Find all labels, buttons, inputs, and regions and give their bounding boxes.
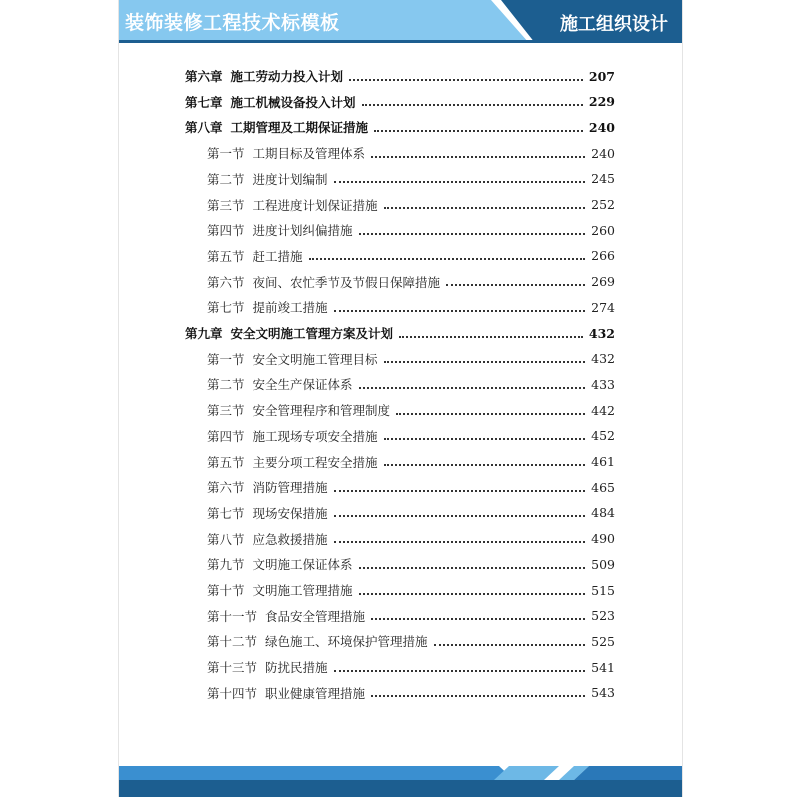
toc-section-row[interactable] <box>185 143 615 163</box>
toc-entry-number: 第十四节 <box>207 685 258 701</box>
toc-leader-dots <box>371 155 585 158</box>
toc-entry-number: 第九节 <box>207 557 245 573</box>
toc-entry-label <box>207 247 303 265</box>
toc-entry-title: 应急救援措施 <box>252 531 328 547</box>
toc-page-number: 240 <box>591 145 615 161</box>
toc-leader-dots <box>334 309 586 312</box>
toc-entry-label <box>207 401 390 419</box>
toc-section-row[interactable] <box>185 400 615 420</box>
toc-leader-dots <box>359 232 586 235</box>
toc-section-row[interactable] <box>185 169 615 189</box>
toc-chapter-row[interactable] <box>185 323 615 343</box>
toc-entry-title: 主要分项工程安全措施 <box>252 454 378 470</box>
toc-leader-dots <box>309 257 586 260</box>
toc-leader-dots <box>446 283 585 286</box>
toc-entry-label <box>185 118 368 136</box>
toc-leader-dots <box>434 643 586 646</box>
toc-entry-title: 赶工措施 <box>252 248 303 264</box>
toc-page-number: 274 <box>591 299 615 315</box>
toc-entry-number: 第五节 <box>207 454 245 470</box>
toc-section-row[interactable] <box>185 272 615 292</box>
toc-entry-number: 第十二节 <box>207 634 258 650</box>
toc-section-row[interactable] <box>185 631 615 651</box>
toc-section-row[interactable] <box>185 683 615 703</box>
toc-entry-number: 第六章 <box>185 69 223 84</box>
toc-section-row[interactable] <box>185 297 615 317</box>
toc-entry-title: 文明施工保证体系 <box>252 557 353 573</box>
toc-entry-title: 提前竣工措施 <box>252 300 328 316</box>
toc-page-number: 207 <box>588 68 615 84</box>
toc-entry-title: 绿色施工、环境保护管理措施 <box>265 634 428 650</box>
toc-entry-label <box>185 324 393 342</box>
header-title: 装饰装修工程技术标模板 <box>125 12 340 34</box>
toc-entry-number: 第十节 <box>207 583 245 598</box>
toc-page-number: 541 <box>591 659 615 675</box>
toc-entry-number: 第十三节 <box>207 660 258 676</box>
toc-entry-label <box>207 530 328 548</box>
toc-entry-number: 第八章 <box>185 120 223 136</box>
toc-entry-label <box>207 684 365 702</box>
toc-page-number: 523 <box>591 608 615 624</box>
toc-entry-label <box>207 478 328 496</box>
toc-section-row[interactable] <box>185 529 615 549</box>
footer-banner-shape <box>119 760 682 797</box>
toc-page-number: 433 <box>591 376 615 392</box>
toc-entry-number: 第一节 <box>207 146 245 162</box>
toc-page-number: 543 <box>591 685 615 701</box>
toc-entry-title: 消防管理措施 <box>252 480 328 496</box>
toc-entry-label <box>207 196 378 214</box>
toc-section-row[interactable] <box>185 246 615 266</box>
toc-entry-label <box>207 273 440 291</box>
toc-section-row[interactable] <box>185 503 615 523</box>
toc-entry-number: 第七章 <box>185 94 223 110</box>
toc-entry-label <box>207 170 328 188</box>
toc-entry-title: 进度计划纠偏措施 <box>252 223 353 239</box>
toc-page-number: 266 <box>591 248 615 264</box>
toc-entry-title: 职业健康管理措施 <box>265 685 366 701</box>
toc-entry-title: 进度计划编制 <box>252 171 328 187</box>
toc-leader-dots <box>371 694 585 697</box>
toc-entry-number: 第十一节 <box>207 608 258 624</box>
toc-leader-dots <box>384 206 586 209</box>
document-page <box>118 0 683 797</box>
toc-page-number: 484 <box>591 505 615 521</box>
toc-entry-title: 食品安全管理措施 <box>265 608 366 624</box>
toc-entry-label <box>207 298 328 316</box>
toc-entry-number: 第二节 <box>207 377 245 393</box>
toc-page-number: 245 <box>591 171 615 187</box>
toc-page-number: 442 <box>591 402 615 418</box>
toc-entry-number: 第二节 <box>207 171 245 187</box>
toc-entry-title: 安全文明施工管理方案及计划 <box>230 326 394 341</box>
toc-page-number: 432 <box>591 351 615 367</box>
toc-entry-label <box>185 67 343 85</box>
toc-chapter-row[interactable] <box>185 92 615 112</box>
toc-page-number: 465 <box>591 479 615 495</box>
toc-entry-label <box>207 375 353 393</box>
toc-leader-dots <box>334 489 586 492</box>
toc-leader-dots <box>384 463 586 466</box>
toc-page-number: 515 <box>591 582 615 598</box>
toc-leader-dots <box>359 386 586 389</box>
toc-entry-label <box>207 607 365 625</box>
toc-entry-number: 第四节 <box>207 223 245 239</box>
toc-entry-label <box>207 144 365 162</box>
toc-section-row[interactable] <box>185 195 615 215</box>
toc-leader-dots <box>362 103 583 106</box>
toc-section-row[interactable] <box>185 220 615 240</box>
toc-leader-dots <box>359 592 586 595</box>
toc-entry-title: 施工现场专项安全措施 <box>252 428 378 444</box>
toc-section-row[interactable] <box>185 452 615 472</box>
toc-entry-title: 安全生产保证体系 <box>252 377 353 393</box>
toc-entry-title: 施工劳动力投入计划 <box>230 69 344 84</box>
toc-leader-dots <box>334 540 586 543</box>
toc-page-number: 461 <box>591 454 615 469</box>
toc-section-row[interactable] <box>185 657 615 677</box>
toc-section-row[interactable] <box>185 554 615 574</box>
toc-page-number: 490 <box>591 531 615 547</box>
toc-entry-label <box>207 581 353 599</box>
toc-leader-dots <box>334 514 586 517</box>
toc-entry-label <box>207 427 378 445</box>
toc-section-row[interactable] <box>185 349 615 369</box>
toc-section-row[interactable] <box>185 477 615 497</box>
toc-leader-dots <box>399 335 583 338</box>
toc-entry-label <box>207 632 428 650</box>
toc-page-number: 509 <box>591 556 615 572</box>
header-section-tag: 施工组织设计 <box>560 14 668 35</box>
toc-entry-title: 夜间、农忙季节及节假日保障措施 <box>252 274 441 290</box>
toc-entry-title: 工期管理及工期保证措施 <box>230 120 369 136</box>
toc-page-number: 252 <box>591 197 615 212</box>
toc-entry-number: 第七节 <box>207 300 245 316</box>
toc-entry-number: 第五节 <box>207 248 245 264</box>
toc-leader-dots <box>396 412 585 415</box>
toc-entry-label <box>185 93 356 111</box>
toc-leader-dots <box>384 360 586 363</box>
toc-chapter-row[interactable] <box>185 66 615 86</box>
toc-entry-label <box>207 555 353 573</box>
toc-entry-title: 工期目标及管理体系 <box>252 146 366 162</box>
toc-entry-number: 第七节 <box>207 505 245 521</box>
page-header <box>119 0 682 43</box>
toc-entry-label <box>207 504 328 522</box>
toc-page-number: 269 <box>591 274 615 290</box>
toc-entry-number: 第一节 <box>207 351 245 367</box>
toc-entry-number: 第六节 <box>207 274 245 290</box>
page-footer <box>119 760 682 797</box>
toc-chapter-row[interactable] <box>185 117 615 137</box>
toc-section-row[interactable] <box>185 426 615 446</box>
toc-entry-number: 第三节 <box>207 197 245 213</box>
toc-entry-label <box>207 221 353 239</box>
toc-leader-dots <box>334 180 586 183</box>
toc-entry-title: 安全文明施工管理目标 <box>252 351 378 367</box>
toc-section-row[interactable] <box>185 606 615 626</box>
toc-section-row[interactable] <box>185 374 615 394</box>
toc-leader-dots <box>371 617 585 620</box>
toc-page-number: 229 <box>588 94 615 110</box>
toc-page-number: 260 <box>591 222 615 238</box>
toc-entry-number: 第六节 <box>207 480 245 496</box>
toc-leader-dots <box>349 78 583 81</box>
toc-leader-dots <box>359 566 586 569</box>
toc-page-number: 432 <box>588 325 615 341</box>
toc-entry-label <box>207 350 378 368</box>
toc-entry-title: 施工机械设备投入计划 <box>230 94 356 110</box>
toc-entry-title: 现场安保措施 <box>252 505 328 521</box>
toc-entry-number: 第四节 <box>207 428 245 444</box>
toc-leader-dots <box>334 669 586 672</box>
toc-entry-title: 文明施工管理措施 <box>252 583 353 598</box>
toc-leader-dots <box>384 437 586 440</box>
toc-page-number: 240 <box>588 119 615 135</box>
toc-entry-title: 安全管理程序和管理制度 <box>252 403 391 419</box>
toc-entry-title: 防扰民措施 <box>265 660 328 676</box>
toc-page-number: 452 <box>591 428 615 444</box>
toc-entry-label <box>207 658 328 676</box>
toc-entry-label <box>207 453 378 471</box>
toc-entry-number: 第九章 <box>185 326 223 341</box>
toc-entry-number: 第八节 <box>207 531 245 547</box>
toc-page-number: 525 <box>591 633 615 649</box>
toc-entry-title: 工程进度计划保证措施 <box>252 197 378 213</box>
toc-section-row[interactable] <box>185 580 615 600</box>
toc-leader-dots <box>374 129 583 132</box>
toc-entry-number: 第三节 <box>207 403 245 419</box>
